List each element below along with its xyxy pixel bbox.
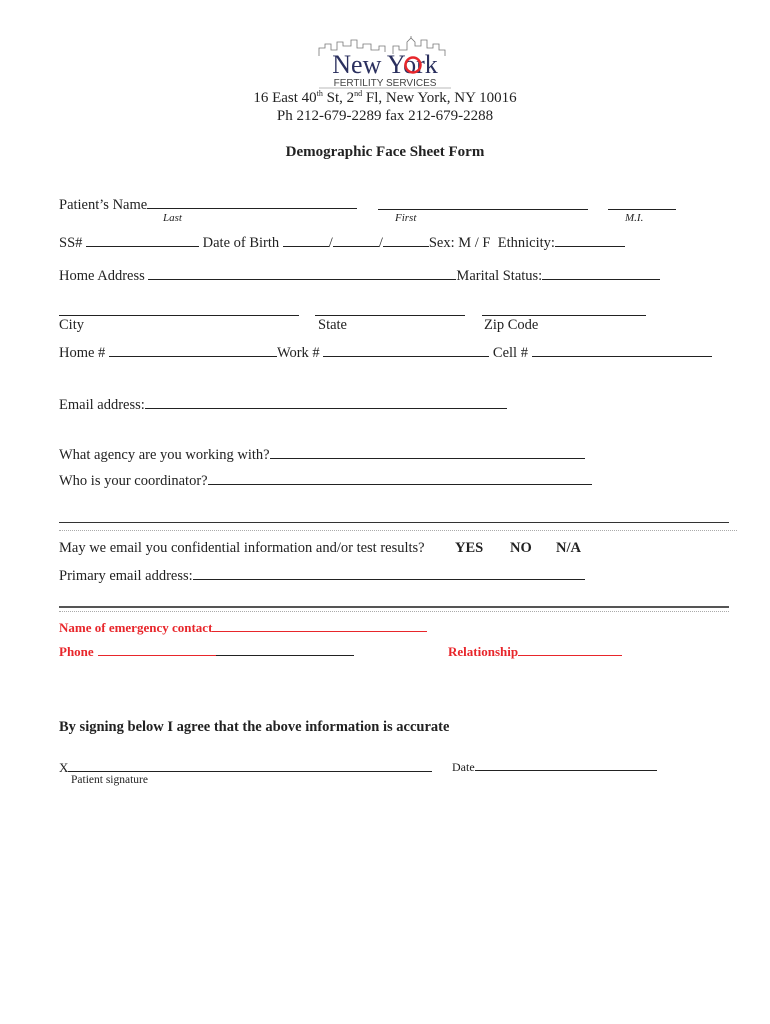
address-mid: St, 2: [322, 90, 355, 106]
consent-yes[interactable]: YES: [455, 540, 484, 556]
signature-x: X: [59, 760, 69, 775]
phone-line: Ph 212-679-2289 fax 212-679-2288: [276, 108, 494, 124]
zip-label: Zip Code: [484, 317, 539, 333]
emergency-phone-label: Phone: [59, 644, 94, 659]
home-phone-label: Home #: [59, 345, 106, 361]
dob-label: Date of Birth: [202, 235, 280, 251]
work-phone-field[interactable]: [323, 343, 489, 357]
first-name-field[interactable]: [378, 196, 588, 210]
mi-sublabel: M.I.: [625, 212, 644, 224]
emergency-phone-field-2[interactable]: [216, 643, 354, 656]
logo-subtitle: FERTILITY SERVICES: [333, 78, 437, 89]
marital-status-label: Marital Status:: [456, 268, 543, 284]
state-field[interactable]: [315, 302, 465, 316]
sex-label[interactable]: Sex: M / F: [428, 235, 491, 251]
date-label: Date: [452, 760, 475, 774]
home-address-field[interactable]: [148, 266, 456, 280]
cell-phone-label: Cell #: [492, 345, 528, 361]
work-phone-label: Work #: [276, 345, 320, 361]
mi-field[interactable]: [608, 196, 676, 210]
ss-label: SS#: [59, 235, 83, 251]
email-label: Email address:: [59, 397, 145, 413]
address-line: [0, 89, 770, 107]
consent-no[interactable]: NO: [510, 540, 532, 556]
agreement-statement: By signing below I agree that the above information is accurate: [59, 719, 450, 735]
dob-year-field[interactable]: [383, 233, 429, 247]
emergency-contact-label: Name of emergency contact: [59, 620, 213, 635]
home-phone-field[interactable]: [109, 343, 277, 357]
patient-name-label: Patient’s Name: [59, 197, 148, 213]
last-name-field[interactable]: [147, 195, 357, 209]
city-field[interactable]: [59, 302, 299, 316]
marital-status-field[interactable]: [542, 266, 660, 280]
primary-email-label: Primary email address:: [59, 568, 193, 584]
ethnicity-field[interactable]: [555, 233, 625, 247]
new-york-fertility-logo: [315, 36, 455, 92]
email-consent-question: May we email you confidential information and/or test results?: [59, 540, 425, 556]
ss-field[interactable]: [86, 233, 199, 247]
dob-month-field[interactable]: [283, 233, 329, 247]
city-label: City: [59, 317, 84, 333]
address-sup2: nd: [354, 89, 363, 98]
logo-title: New York: [332, 50, 438, 79]
address-post: Fl, New York, NY 10016: [362, 90, 517, 106]
relationship-field[interactable]: [518, 643, 622, 656]
agency-field[interactable]: [270, 445, 585, 459]
patient-signature-label: Patient signature: [71, 774, 148, 786]
first-sublabel: First: [395, 212, 417, 224]
last-sublabel: Last: [163, 212, 182, 224]
primary-email-field[interactable]: [193, 566, 585, 580]
consent-na[interactable]: N/A: [556, 540, 581, 556]
section-divider-2: [59, 606, 729, 608]
section-divider: [59, 522, 729, 523]
coordinator-field[interactable]: [208, 471, 592, 485]
address-pre: 16 East 40: [253, 90, 317, 106]
agency-label: What agency are you working with?: [59, 447, 270, 463]
signature-field[interactable]: [68, 759, 432, 772]
ethnicity-label: Ethnicity:: [497, 235, 555, 251]
cell-phone-field[interactable]: [532, 343, 712, 357]
relationship-label: Relationship: [448, 644, 519, 659]
zip-field[interactable]: [482, 302, 646, 316]
email-field[interactable]: [145, 395, 507, 409]
emergency-contact-field[interactable]: [212, 619, 427, 632]
dob-day-field[interactable]: [333, 233, 379, 247]
state-label: State: [318, 317, 347, 333]
section-divider-dotted: [59, 530, 737, 531]
home-address-label: Home Address: [59, 268, 145, 284]
section-divider-2-dotted: [59, 611, 729, 612]
coordinator-label: Who is your coordinator?: [59, 473, 208, 489]
date-field[interactable]: [475, 759, 657, 771]
emergency-phone-field[interactable]: [98, 643, 216, 656]
form-title: Demographic Face Sheet Form: [285, 144, 485, 160]
address-sup1: th: [316, 89, 323, 98]
